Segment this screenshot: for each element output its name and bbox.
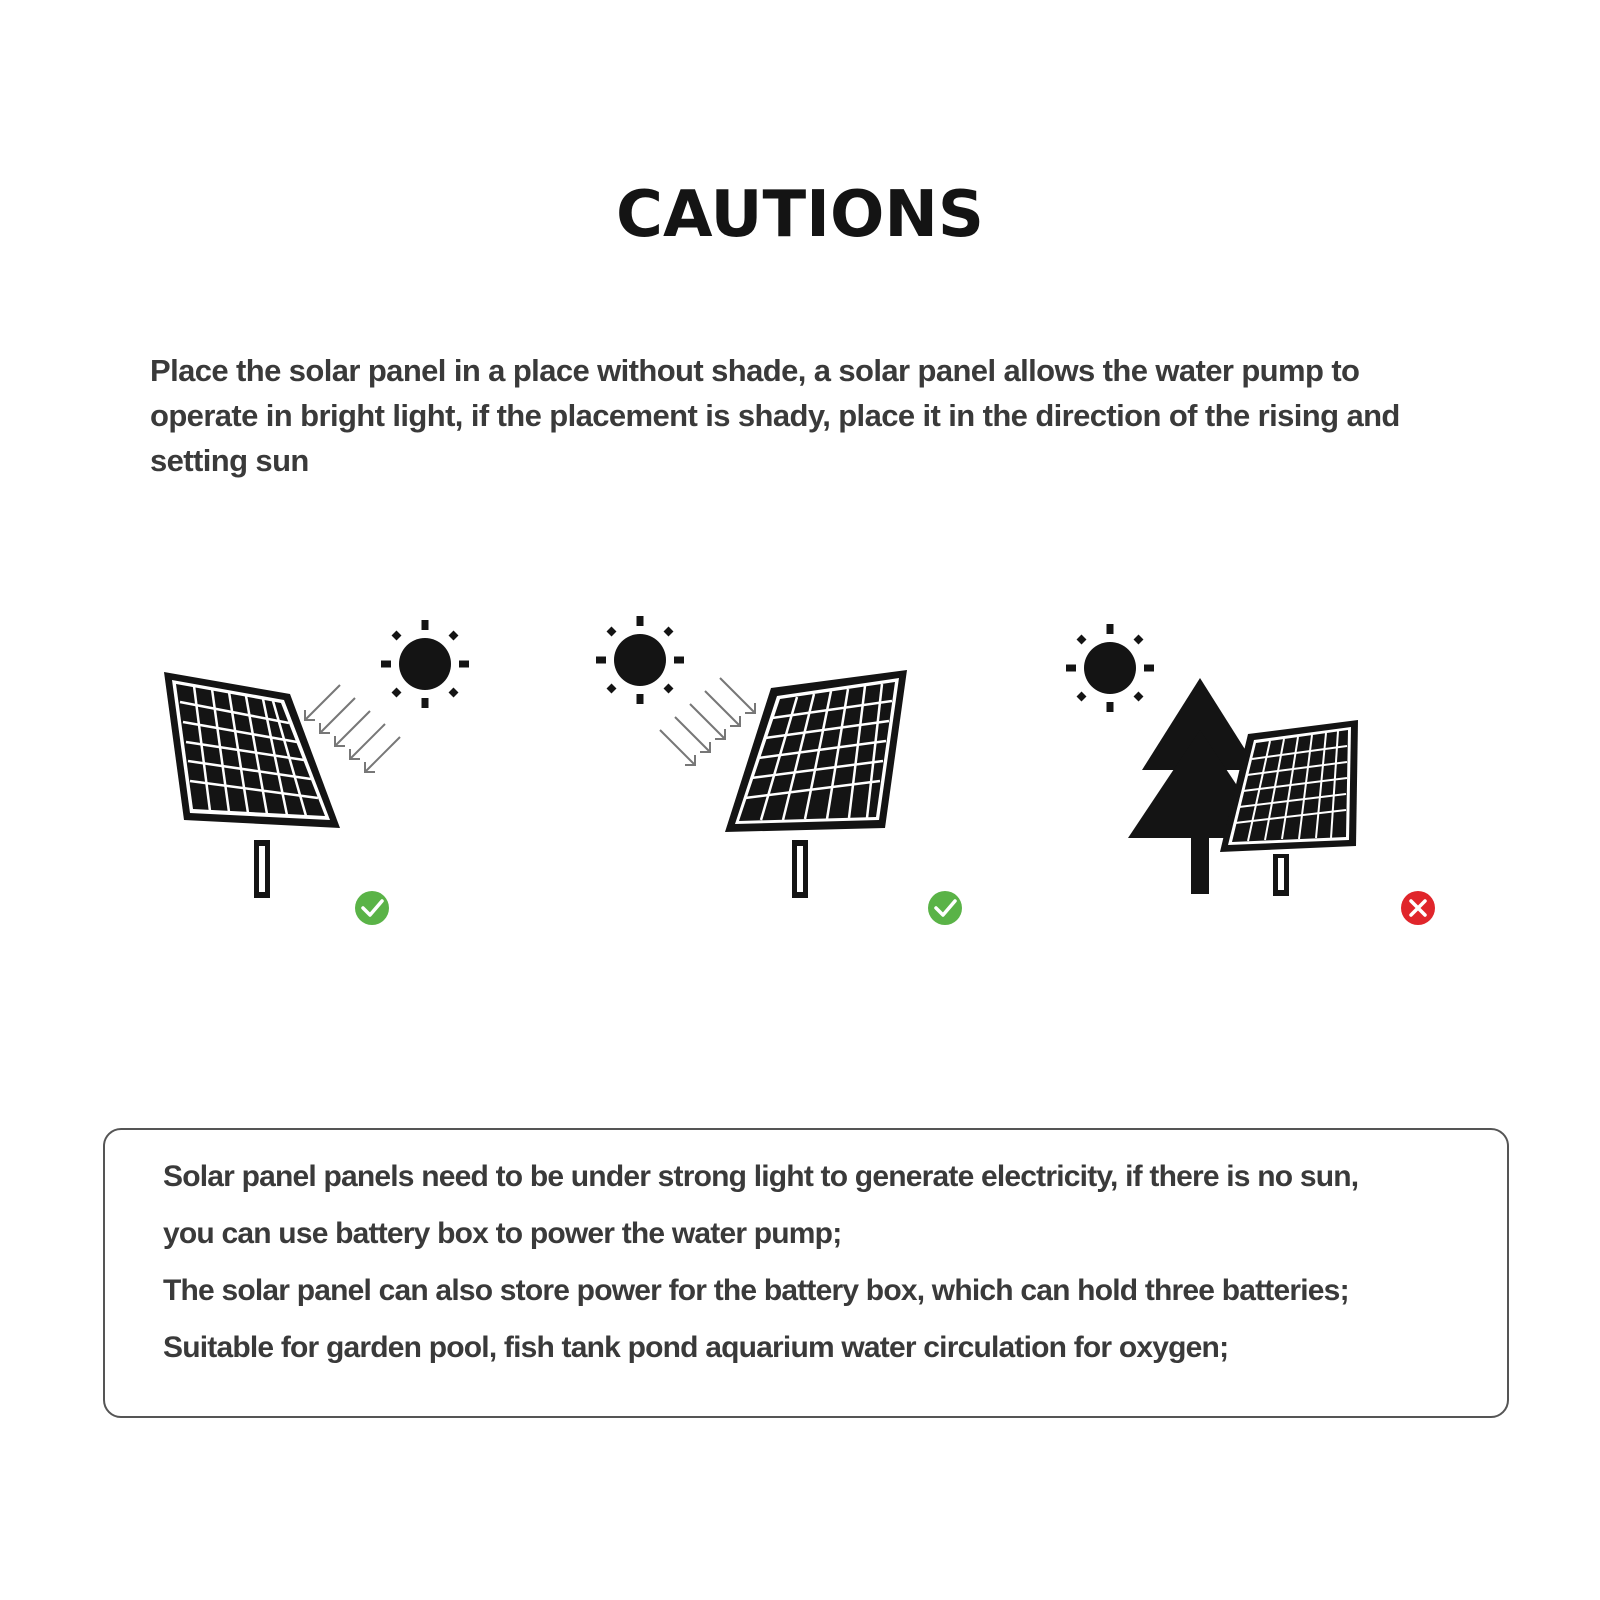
note-line: Solar panel panels need to be under strong light to generate electricity, if there is no sun, (163, 1160, 1359, 1193)
sun-icon (1066, 624, 1154, 712)
sun-icon (381, 620, 469, 708)
solar-panel-icon (725, 670, 907, 898)
scene-2-status-icon (928, 891, 962, 925)
illustrations (0, 590, 1600, 950)
note-line: Suitable for garden pool, fish tank pond aquarium water circulation for oxygen; (163, 1331, 1229, 1364)
note-line: The solar panel can also store power for the battery box, which can hold three batteries; (163, 1274, 1349, 1307)
scene-sun-left (585, 590, 965, 950)
scene-sun-right (150, 590, 510, 950)
page-title: CAUTIONS (615, 178, 985, 252)
sun-icon (596, 616, 684, 704)
scene-3-status-icon (1401, 891, 1435, 925)
note-line: you can use battery box to power the water pump; (163, 1217, 842, 1250)
notes-box (103, 1128, 1509, 1418)
sun-rays-icon (660, 678, 755, 765)
scene-1-status-icon (355, 891, 389, 925)
solar-panel-icon (164, 672, 340, 898)
intro-paragraph: Place the solar panel in a place without shade, a solar panel allows the water pump to operate in bright light, if the placement is shady, place it in the direction of the rising and setting sun (150, 353, 1400, 478)
sun-rays-icon (305, 685, 400, 772)
scene-shaded (1060, 590, 1440, 950)
